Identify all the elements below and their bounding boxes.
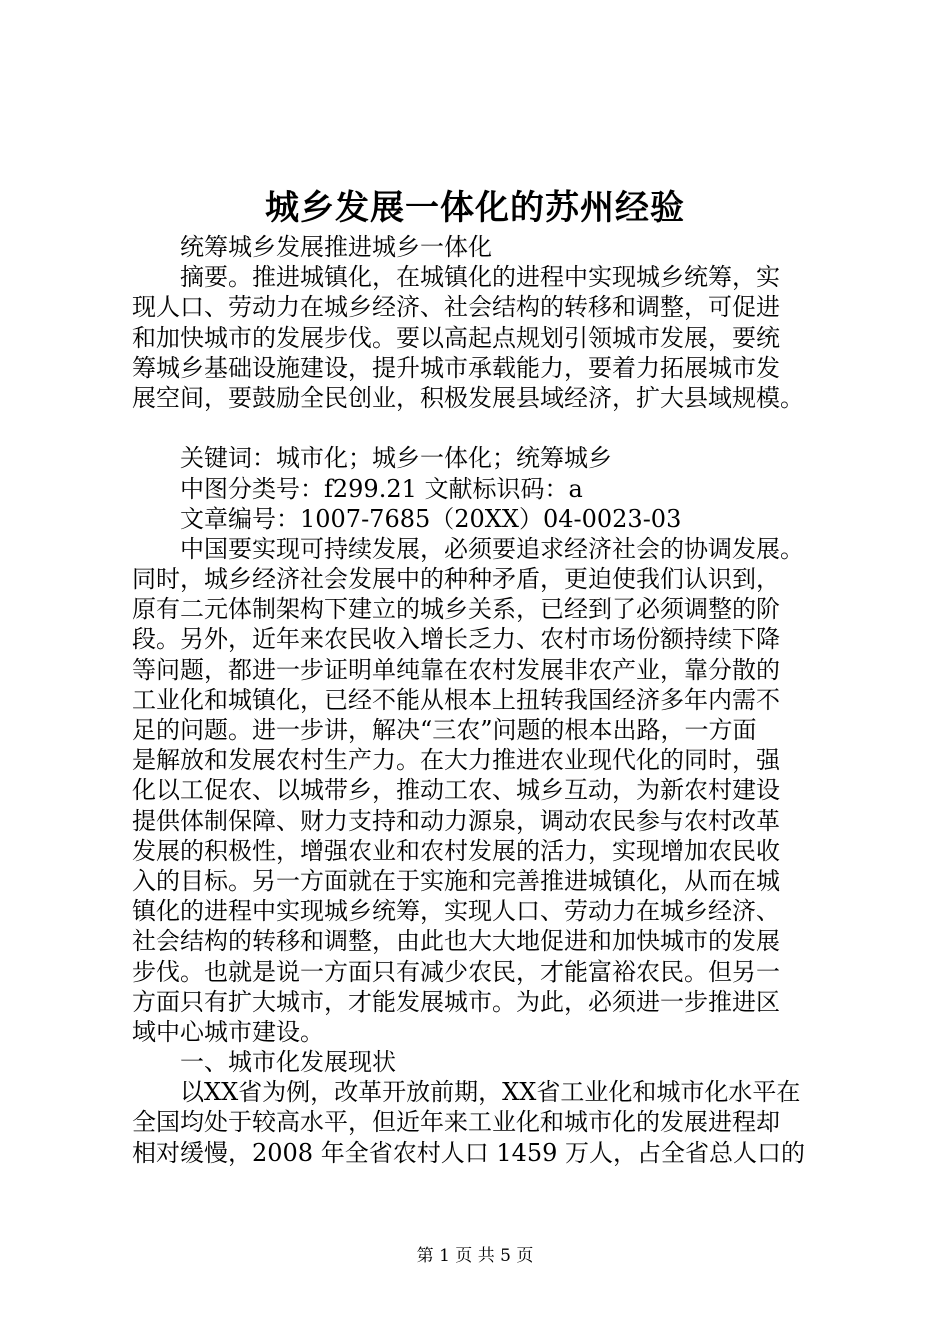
text-line: 镇化的进程中实现城乡统筹，实现人口、劳动力在城乡经济、 xyxy=(132,897,780,926)
text-line: 统筹城乡发展推进城乡一体化 xyxy=(180,233,492,261)
text-line: 中国要实现可持续发展，必须要追求经济社会的协调发展。 xyxy=(180,534,804,563)
text-line: 原有二元体制架构下建立的城乡关系，已经到了必须调整的阶 xyxy=(132,595,780,624)
page-footer: 第 1 页 共 5 页 xyxy=(416,1246,534,1266)
text-line: 方面只有扩大城市，才能发展城市。为此，必须进一步推进区 xyxy=(132,987,780,1016)
text-line: 同时，城乡经济社会发展中的种种矛盾，更迫使我们认识到， xyxy=(132,565,780,594)
text-line: 中图分类号：f299.21 文献标识码：a xyxy=(180,474,583,503)
text-line: 以XX省为例，改革开放前期，XX省工业化和城市化水平在 xyxy=(180,1078,801,1107)
text-line: 文章编号：1007-7685（20XX）04-0023-03 xyxy=(180,504,682,533)
text-line: 工业化和城镇化，已经不能从根本上扭转我国经济多年内需不 xyxy=(132,685,780,714)
text-line: 展空间，要鼓励全民创业，积极发展县域经济，扩大县域规模。 xyxy=(132,383,804,412)
text-line: 提供体制保障、财力支持和动力源泉，调动农民参与农村改革 xyxy=(132,806,780,835)
text-line: 足的问题。进一步讲，解决“三农”问题的根本出路，一方面 xyxy=(132,716,757,744)
text-line: 一、城市化发展现状 xyxy=(180,1048,396,1077)
text-line: 域中心城市建设。 xyxy=(132,1017,324,1046)
text-line: 是解放和发展农村生产力。在大力推进农业现代化的同时，强 xyxy=(132,746,780,775)
text-line: 入的目标。另一方面就在于实施和完善推进城镇化，从而在城 xyxy=(132,866,780,895)
text-line: 步伐。也就是说一方面只有减少农民，才能富裕农民。但另一 xyxy=(132,957,780,986)
text-line: 摘要。推进城镇化，在城镇化的进程中实现城乡统筹，实 xyxy=(180,263,780,292)
text-line: 关键词：城市化；城乡一体化；统筹城乡 xyxy=(180,444,612,473)
text-line: 筹城乡基础设施建设，提升城市承载能力，要着力拓展城市发 xyxy=(132,353,780,382)
text-line: 全国均处于较高水平，但近年来工业化和城市化的发展进程却 xyxy=(132,1108,780,1137)
document-title: 城乡发展一体化的苏州经验 xyxy=(265,188,685,228)
document-body xyxy=(132,232,832,1168)
text-line: 相对缓慢，2008 年全省农村人口 1459 万人，占全省总人口的 xyxy=(132,1138,806,1167)
text-line: 现人口、劳动力在城乡经济、社会结构的转移和调整，可促进 xyxy=(132,293,780,322)
text-line: 段。另外，近年来农民收入增长乏力、农村市场份额持续下降 xyxy=(132,625,780,654)
text-line: 和加快城市的发展步伐。要以高起点规划引领城市发展，要统 xyxy=(132,323,780,352)
text-line: 社会结构的转移和调整，由此也大大地促进和加快城市的发展 xyxy=(132,927,780,956)
text-line: 发展的积极性，增强农业和农村发展的活力，实现增加农民收 xyxy=(132,836,780,865)
blank-line xyxy=(132,413,832,443)
text-line: 化以工促农、以城带乡，推动工农、城乡互动，为新农村建设 xyxy=(132,776,780,805)
text-line: 等问题，都进一步证明单纯靠在农村发展非农产业，靠分散的 xyxy=(132,655,780,684)
